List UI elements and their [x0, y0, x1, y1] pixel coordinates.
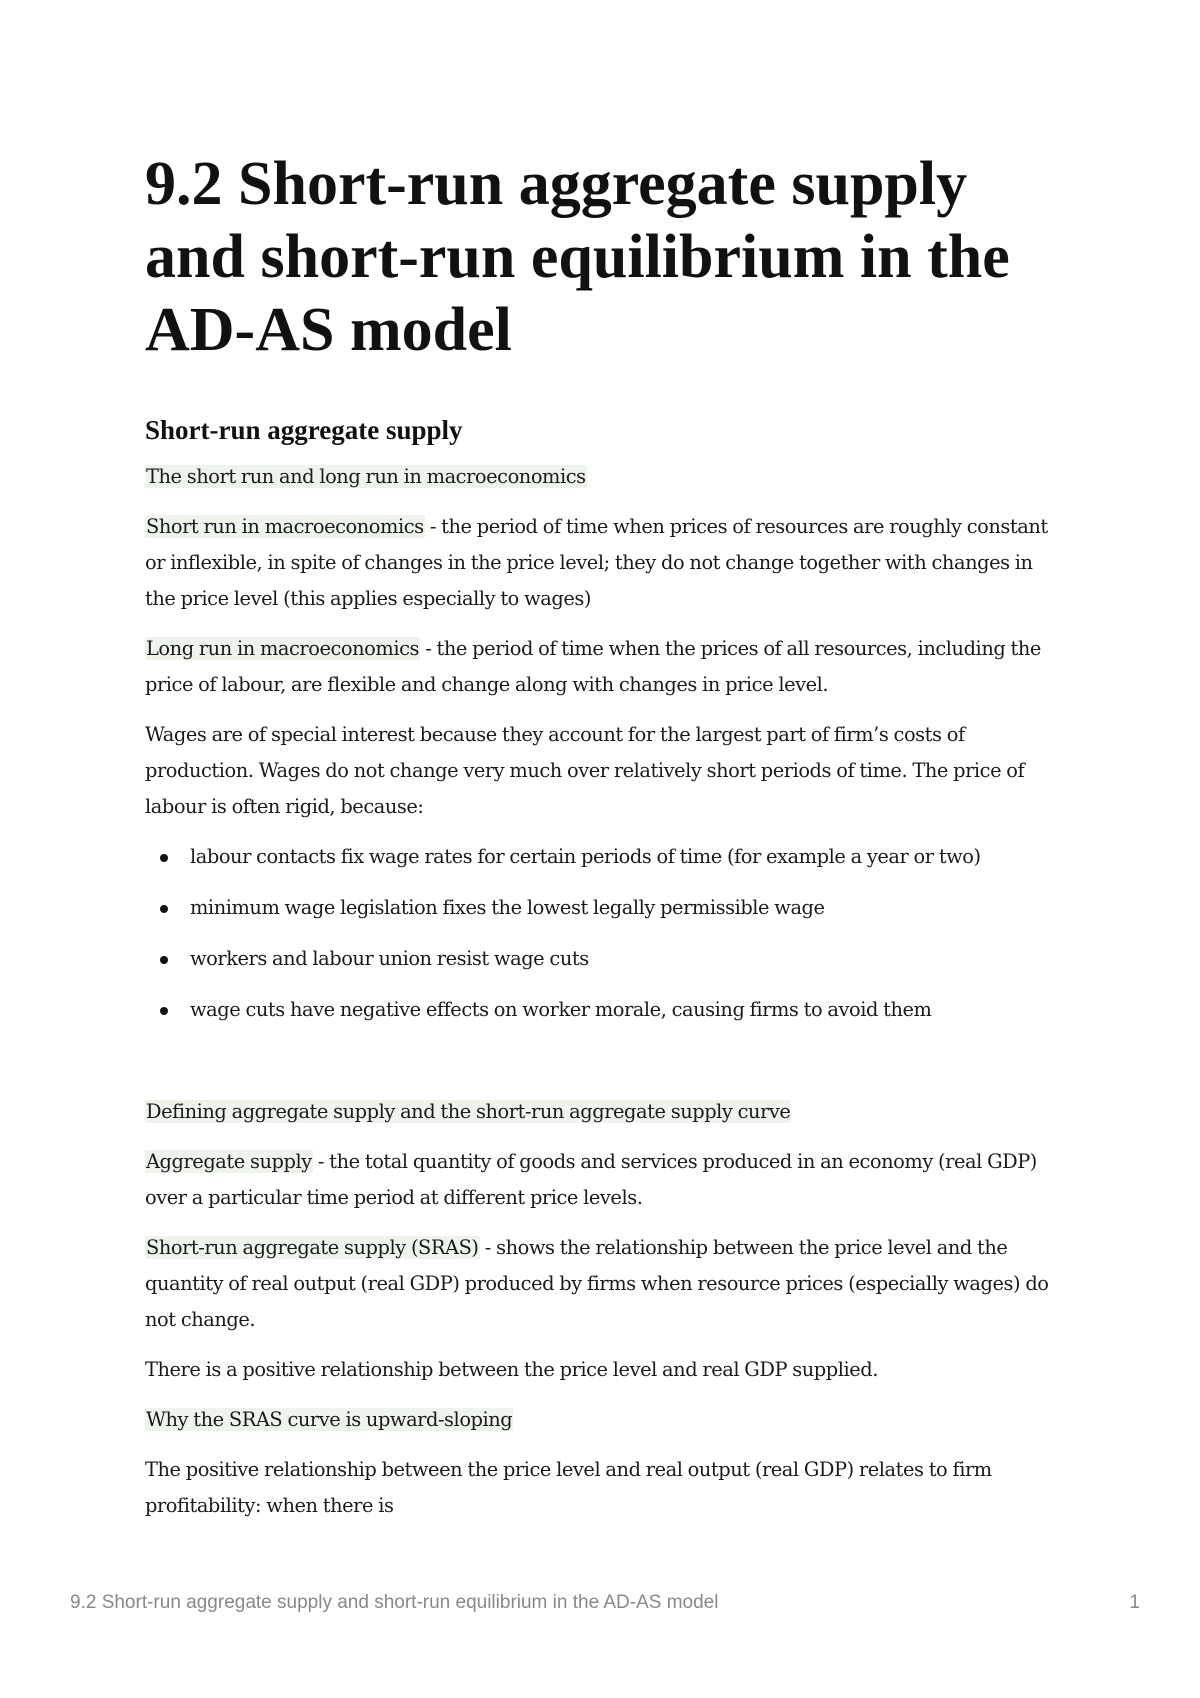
indented-paragraph: The positive relationship between the price level and real output (real GDP) relates to firm profitability: when there is [145, 1458, 992, 1517]
subheading-why-upward [145, 1402, 1065, 1438]
bullet-icon [160, 956, 168, 964]
wage-rigidity-list [145, 839, 1065, 1028]
page-number: 1 [1129, 1592, 1140, 1613]
definition-short-run [145, 509, 1065, 617]
list-item [145, 890, 1065, 926]
definition-text: - the period of time when prices of resources are roughly constant or inflexible, in spite of changes in the price level; they do not change together with changes in the price level (this applies especially to wages) [145, 515, 1048, 610]
list-item [145, 941, 1065, 977]
bullet-icon [160, 1007, 168, 1015]
list-item-text: wage cuts have negative effects on worker morale, causing firms to avoid them [190, 998, 932, 1021]
footer-title: 9.2 Short-run aggregate supply and short-run equilibrium in the AD-AS model [70, 1592, 719, 1613]
bullet-icon [160, 854, 168, 862]
definition-long-run [145, 631, 1065, 703]
page-title: 9.2 Short-run aggregate supply and short-run equilibrium in the AD-AS model [145, 150, 1010, 364]
term-sras: Short-run aggregate supply (SRAS) [146, 1236, 479, 1259]
definition-sras [145, 1230, 1065, 1338]
section-heading: Short-run aggregate supply [145, 415, 463, 445]
list-item-text: labour contacts fix wage rates for certain periods of time (for example a year or two) [190, 845, 981, 868]
term-aggregate-supply: Aggregate supply [146, 1150, 312, 1173]
definition-aggregate-supply [145, 1144, 1065, 1216]
subheading-text: The short run and long run in macroeconomics [146, 465, 586, 488]
subheading-text: Defining aggregate supply and the short-run aggregate supply curve [146, 1100, 791, 1123]
wages-paragraph: Wages are of special interest because they account for the largest part of firm’s costs of production. Wages do not change very much over relatively short periods of time. The price of labour is often rigid, because: [145, 723, 1025, 818]
definition-text: - the total quantity of goods and services produced in an economy (real GDP) over a particular time period at different price levels. [145, 1150, 1037, 1209]
positive-relationship-paragraph: There is a positive relationship between the price level and real GDP supplied. [145, 1358, 878, 1381]
subheading-short-long-run [145, 459, 1065, 495]
term-short-run: Short run in macroeconomics [146, 515, 424, 538]
document-body [145, 459, 1065, 1538]
term-long-run: Long run in macroeconomics [146, 637, 420, 660]
subheading-defining-as [145, 1094, 1065, 1130]
list-item [145, 992, 1065, 1028]
subheading-text: Why the SRAS curve is upward-sloping [146, 1408, 513, 1431]
definition-text: - the period of time when the prices of all resources, including the price of labour, are flexible and change along with changes in price level. [145, 637, 1041, 696]
definition-text: - shows the relationship between the price level and the quantity of real output (real GDP) produced by firms when resource prices (especially wages) do not change. [145, 1236, 1049, 1331]
list-item-text: minimum wage legislation fixes the lowest legally permissible wage [190, 896, 825, 919]
list-item [145, 839, 1065, 875]
list-item-text: workers and labour union resist wage cuts [190, 947, 589, 970]
spacer [145, 1043, 1065, 1094]
bullet-icon [160, 905, 168, 913]
